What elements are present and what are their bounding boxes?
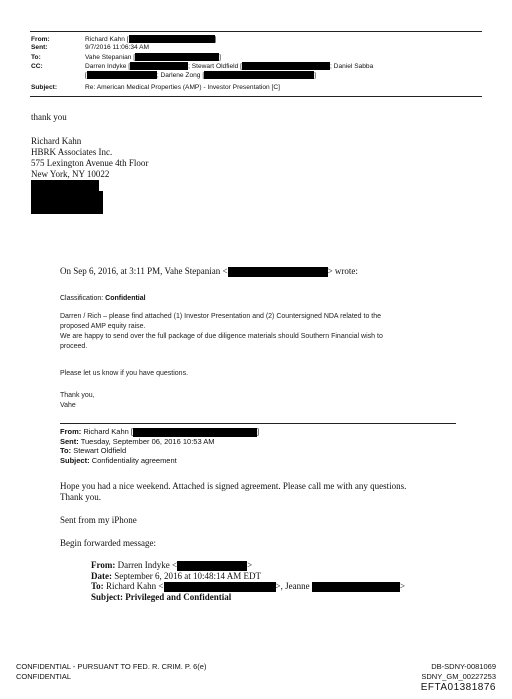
forwarded-to-label: To: (91, 581, 104, 592)
redaction-box (242, 62, 330, 70)
quoted2-from-label: From: (60, 427, 82, 436)
redaction-box (130, 62, 188, 70)
header-to-label: To: (31, 53, 41, 61)
quoted1-closing-name: Vahe (60, 402, 76, 409)
quoted2-sent-row (60, 437, 259, 447)
quoted1-paragraph (60, 312, 383, 352)
redaction-box (164, 582, 276, 592)
header-to-value: Vahe Stepanian (85, 53, 132, 61)
quoted1-para2: Please let us know if you have questions. (60, 370, 189, 377)
signature-redaction-3 (31, 202, 103, 214)
redaction-box (228, 267, 328, 277)
quoted2-body-line1: Hope you had a nice weekend. Attached is signed agreement. Please call me with any questions. (60, 481, 407, 491)
redaction-box (204, 71, 314, 79)
redaction-box (129, 35, 215, 43)
quoted2-subject-value: Confidentiality agreement (91, 455, 177, 465)
forwarded-subject-value: Privileged and Confidential (125, 592, 232, 603)
quoted1-intro (60, 266, 358, 277)
quoted1-closing: Thank you, (60, 392, 95, 399)
quoted2-top-rule (60, 423, 456, 424)
header-cc-name3: ; Daniel Sabba (330, 62, 374, 70)
quoted1-closing-block (60, 391, 95, 411)
forwarded-date-row (91, 571, 405, 582)
header-subject-row (31, 84, 280, 92)
quoted2-header (60, 427, 259, 465)
quoted2-to-value: Stewart Oldfield (73, 446, 127, 456)
signature-name: Richard Kahn (31, 136, 82, 146)
signature-block (31, 136, 148, 180)
header-to-row: To: Vahe Stepanian ] (31, 53, 221, 61)
header-sent-label: Sent: (31, 44, 48, 51)
classification-label: Classification: (60, 295, 104, 302)
header-from-row: From: Richard Kahn ] (31, 35, 217, 43)
redaction-box (312, 582, 400, 592)
quoted2-subject-row (60, 456, 259, 466)
forwarded-header (91, 560, 405, 603)
forwarded-from-label: From: (91, 560, 116, 570)
header-cc-name4: ; Darlene Zong (156, 71, 201, 79)
header-cc-row2: ; Darlene Zong ] (85, 71, 316, 80)
quoted2-from-value: Richard Kahn (83, 427, 129, 436)
signature-address: 575 Lexington Avenue 4th Floor (31, 158, 149, 168)
quoted1-para1-line3: We are happy to send over the full package of due diligence materials should Southern Financial wish to (60, 333, 383, 340)
reply-greeting: thank you (31, 112, 67, 122)
header-cc-row (31, 62, 373, 71)
header-subject-label: Subject: (31, 84, 58, 91)
footer-confidential-notice: CONFIDENTIAL - PURSUANT TO FED. R. CRIM. P. 6(e) (16, 662, 207, 671)
redaction-box (133, 428, 257, 437)
quoted2-body-line2: Thank you. (60, 492, 101, 502)
quoted2-sent-from: Sent from my iPhone (60, 515, 137, 525)
quoted2-to-label: To: (60, 446, 72, 456)
forwarded-date-value: September 6, 2016 at 10:48:14 AM EDT (114, 570, 261, 581)
quoted2-to-row (60, 446, 259, 456)
signature-city: New York, NY 10022 (31, 169, 110, 179)
quoted2-sent-value: Tuesday, September 06, 2016 10:53 AM (80, 436, 215, 446)
quoted1-para1-line4: proceed. (60, 343, 88, 350)
redaction-box (87, 71, 157, 79)
footer-bates-sdny: SDNY_GM_00227253 (421, 672, 496, 681)
forwarded-date-label: Date: (91, 570, 112, 581)
forwarded-to-mid: >, Jeanne (275, 581, 310, 592)
header-cc-name2: ; Stewart Oldfield (188, 62, 239, 70)
forwarded-from-row: From: Darren Indyke < > (91, 560, 253, 570)
header-from-label: From: (31, 35, 50, 43)
quoted2-sent-label: Sent: (60, 436, 79, 446)
header-sent-row (31, 44, 149, 52)
quoted1-para1-line1: Darren / Rich – please find attached (1) Investor Presentation and (2) Countersigned NDA related to the (60, 313, 382, 320)
quoted2-body (60, 481, 406, 503)
footer-left (16, 662, 206, 682)
header-cc-name1: Darren Indyke (85, 62, 127, 70)
quoted2-subject-label: Subject: (60, 455, 90, 465)
forwarded-subject-row (91, 592, 405, 603)
quoted1-para1-line2: proposed AMP equity raise. (60, 323, 146, 330)
header-subject-value: Re: American Medical Properties (AMP) - Investor Presentation [C] (85, 84, 280, 91)
footer-confidential: CONFIDENTIAL (16, 672, 72, 681)
redaction-box (177, 561, 247, 571)
quoted1-intro-text: On Sep 6, 2016, at 3:11 PM, Vahe Stepanian < (60, 266, 228, 276)
forwarded-to-value: Richard Kahn < (105, 581, 164, 592)
quoted2-from-row: From: Richard Kahn [ ] (60, 427, 260, 436)
quoted1-intro-end: > wrote: (327, 266, 358, 276)
forwarded-from-value: Darren Indyke < (117, 560, 178, 570)
footer-right (421, 662, 496, 693)
signature-company: HBRK Associates Inc. (31, 147, 113, 157)
footer-bates-efta: EFTA01381876 (420, 682, 496, 693)
header-bottom-rule (30, 96, 482, 97)
forwarded-to-row: To: Richard Kahn < >, Jeanne > (91, 581, 405, 592)
header-top-rule (30, 31, 482, 32)
quoted2-forwarded: Begin forwarded message: (60, 538, 156, 548)
redaction-box (135, 53, 219, 61)
quoted1-classification (60, 294, 146, 304)
header-cc-label: CC: (31, 62, 43, 70)
classification-value: Confidential (105, 295, 146, 302)
header-from-value: Richard Kahn (85, 35, 125, 43)
header-sent-value: 9/7/2016 11:06:34 AM (85, 44, 150, 51)
forwarded-subject-label: Subject: (91, 592, 123, 603)
footer-bates-db: DB-SDNY-0081069 (431, 662, 496, 671)
